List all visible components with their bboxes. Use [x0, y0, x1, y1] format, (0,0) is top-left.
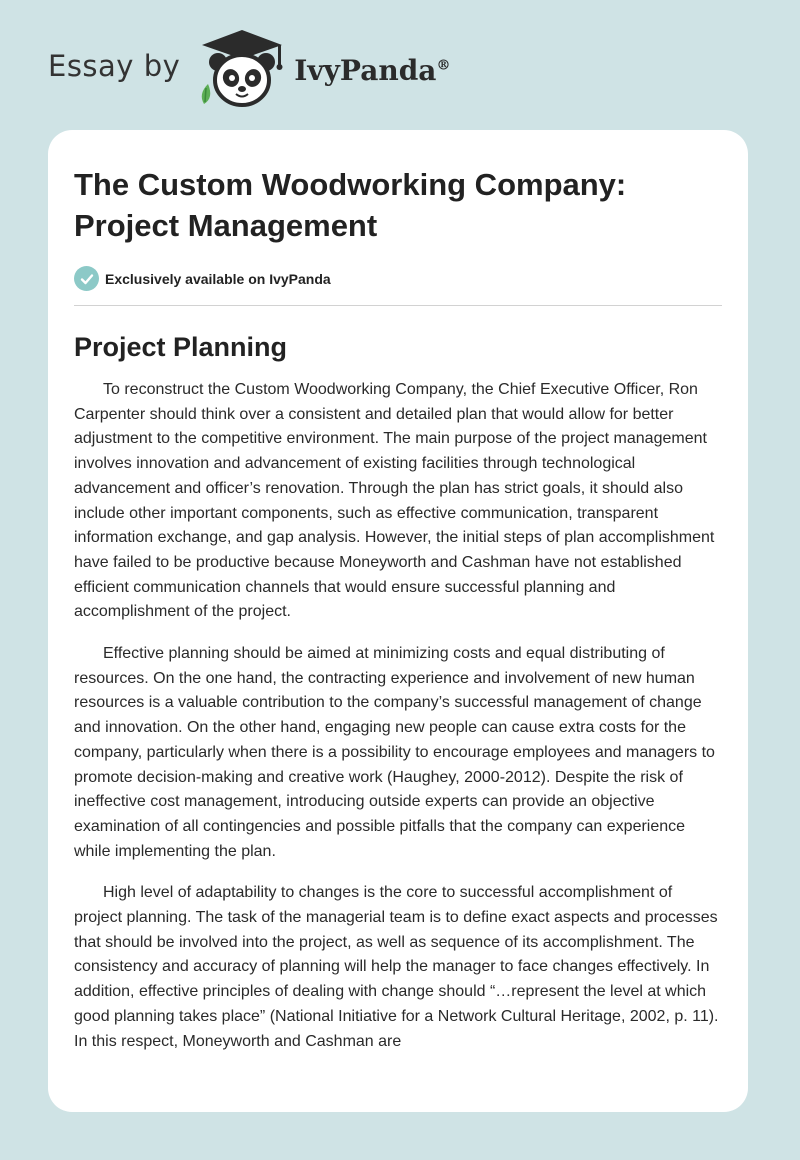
brand-name[interactable]: IvyPanda®	[294, 53, 451, 87]
registered-mark: ®	[436, 57, 451, 74]
page-title: The Custom Woodworking Company: Project Management	[74, 167, 627, 243]
check-circle-icon	[74, 266, 99, 291]
essay-card	[48, 130, 748, 1112]
brand-header	[48, 28, 450, 108]
exclusive-badge	[74, 266, 722, 291]
paragraph: High level of adaptability to changes is the core to successful accomplishment of project planning. The task of the managerial team is to define exact aspects and processes that should be involved into the project, as well as sequence of its accomplishment. The consistency and accuracy of planning will help the manager to face changes effectively. In addition, effective principles of dealing with change should “…represent the level at which good planning takes place” (National Initiative for a Network Cultural Heritage, 2002, p. 11). In this respect, Moneyworth and Cashman are	[74, 884, 719, 1050]
paragraph: Effective planning should be aimed at minimizing costs and equal distributing of resources. On the one hand, the contracting experience and involvement of new human resources is a valuable contribution to the company’s successful management of change and innovation. On the other hand, engaging new people can cause extra costs for the company, particularly when there is a possibility to encourage employees and managers to promote decision-making and creative work (Haughey, 2000-2012). Despite the risk of ineffective cost management, introducing outside experts can provide an objective examination of all contingencies and possible pitfalls that the company can experience while implementing the plan.	[74, 645, 715, 860]
section-heading: Project Planning	[74, 332, 288, 362]
paragraph: To reconstruct the Custom Woodworking Company, the Chief Executive Officer, Ron Carpenter should think over a consistent and detailed plan that would allow for better adjustment to the competitive environment. The main purpose of the project management involves innovation and advancement of existing facilities through technological advancement and officer’s renovation. Through the plan has strict goals, it should also include other important components, such as effective communication, transparent information exchange, and gap analysis. However, the initial steps of plan accomplishment have failed to be productive because Moneyworth and Cashman have not established efficient communication channels that would ensure successful planning and accomplishment of the project.	[74, 381, 715, 621]
exclusive-badge-text: Exclusively available on IvyPanda	[105, 270, 331, 287]
essay-by-label: Essay by	[48, 49, 181, 83]
panda-logo-icon	[194, 28, 290, 108]
divider	[74, 305, 722, 306]
